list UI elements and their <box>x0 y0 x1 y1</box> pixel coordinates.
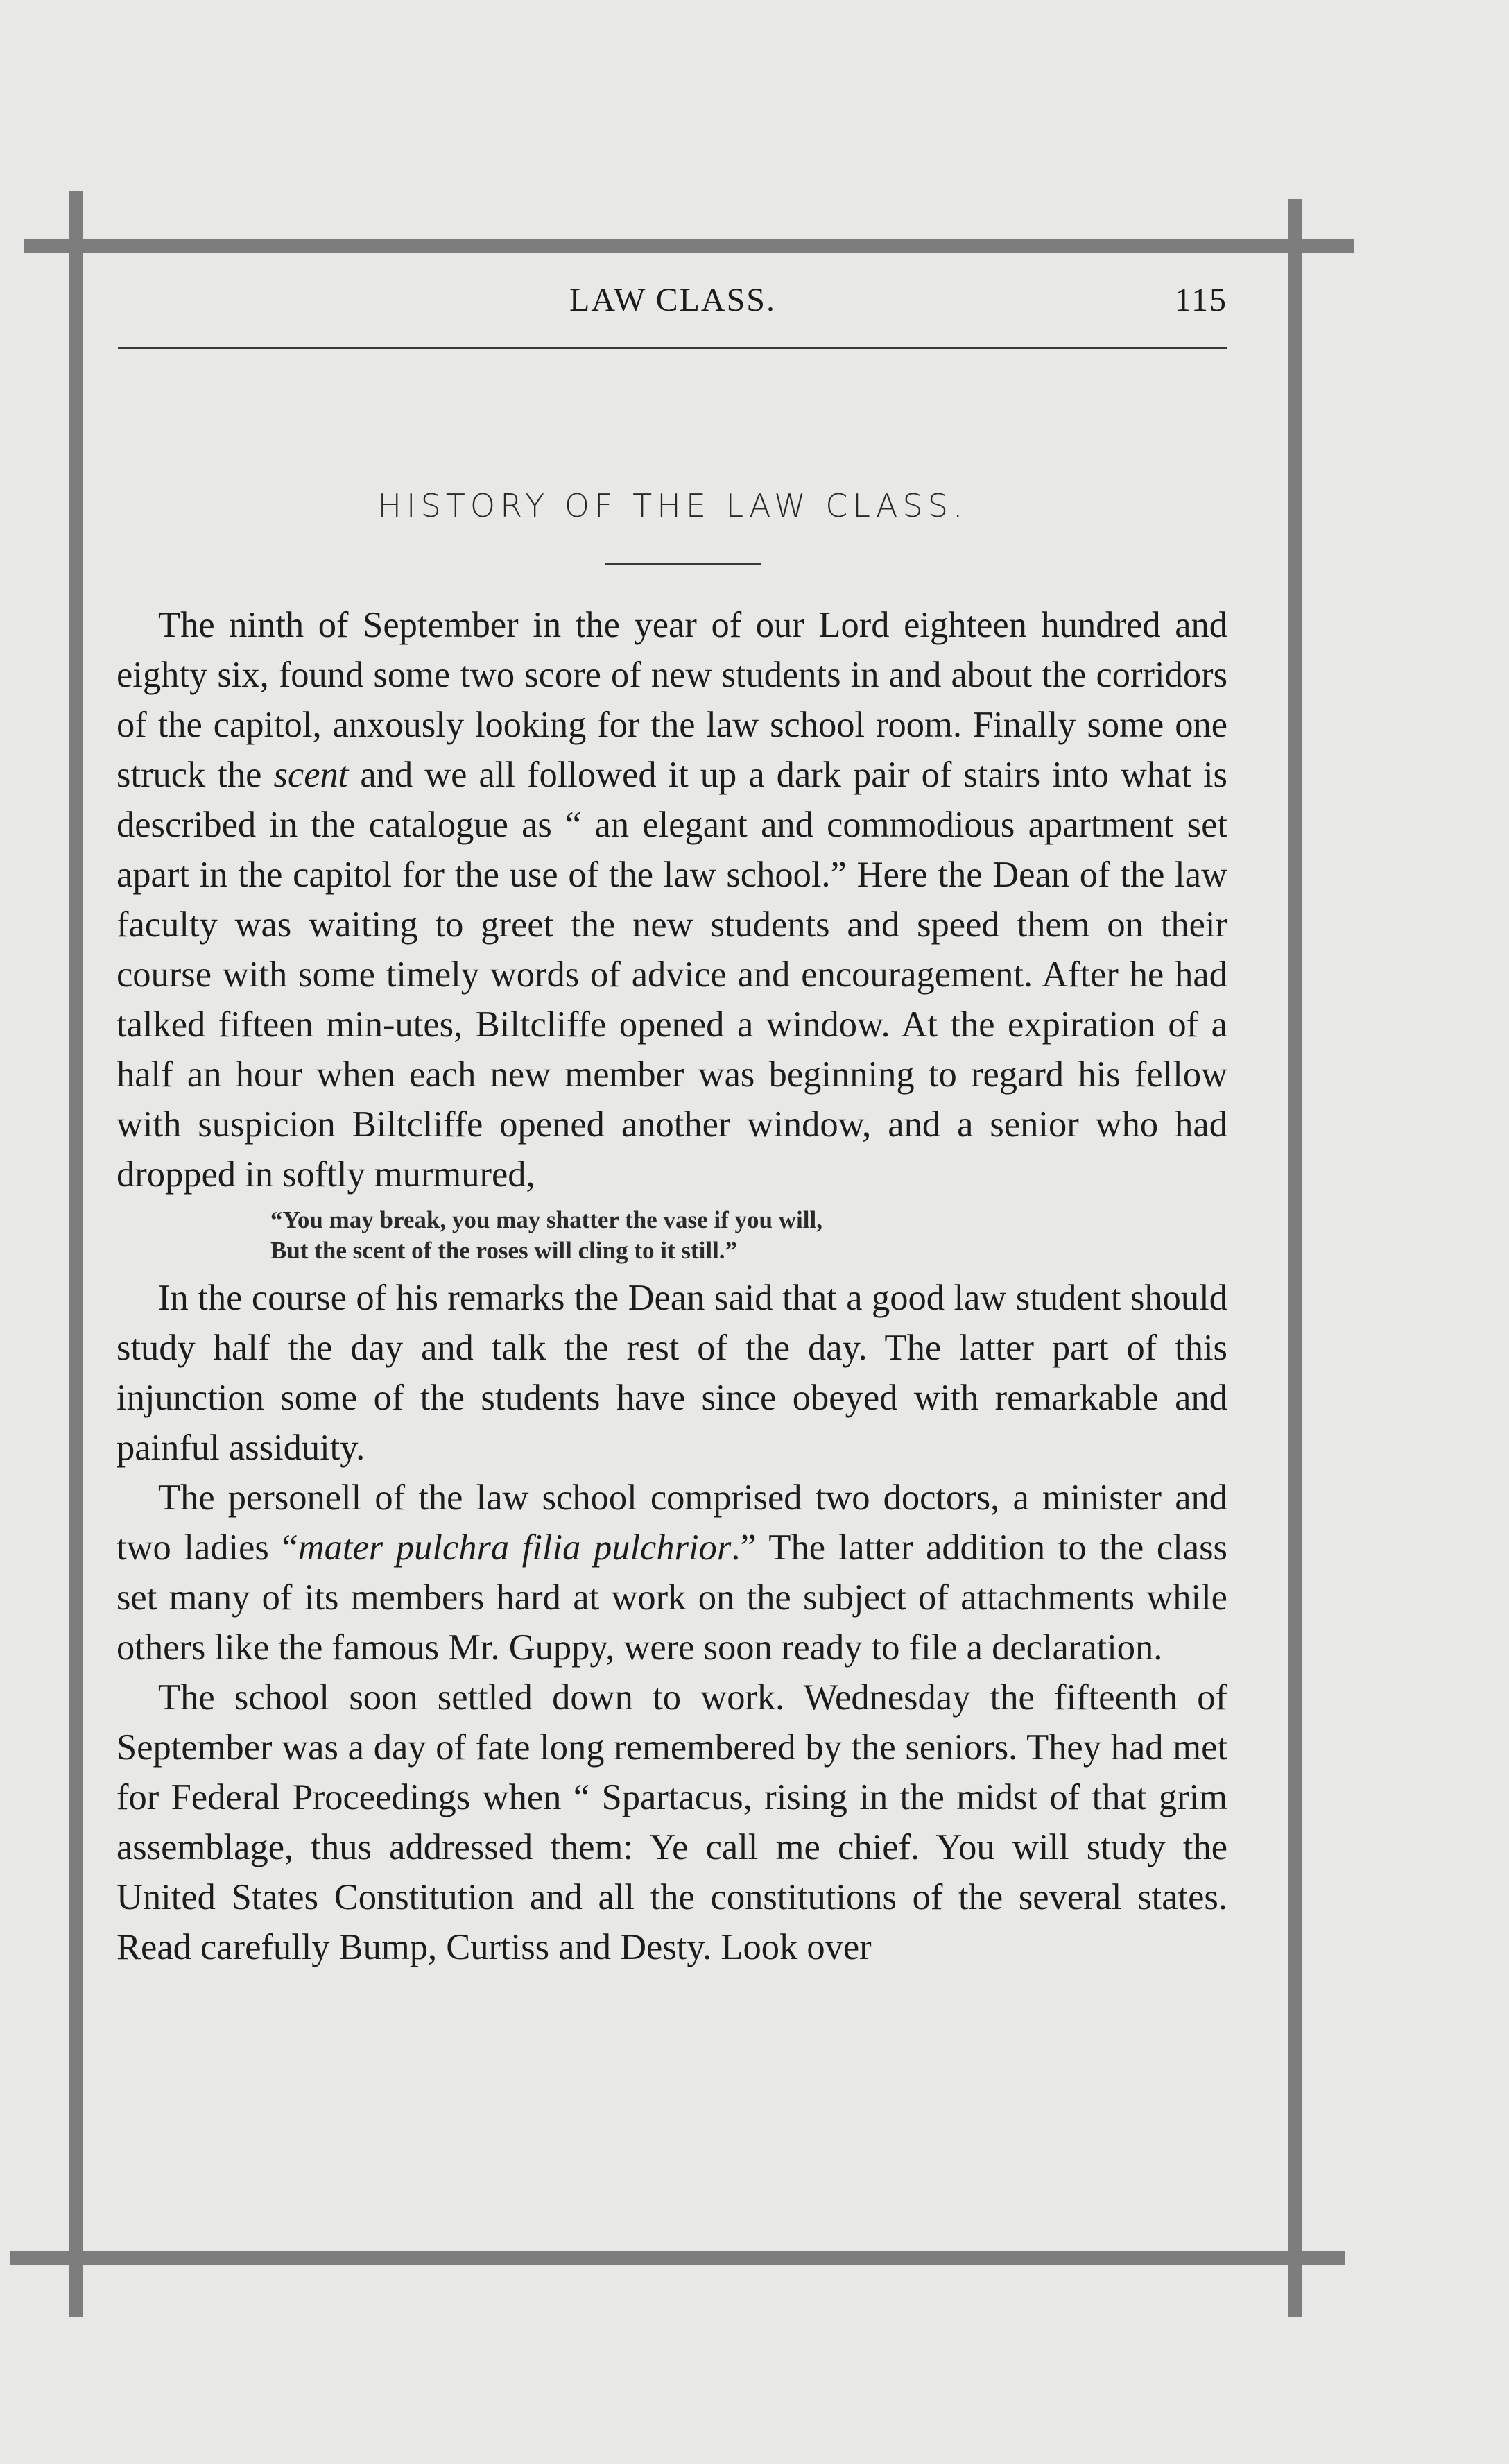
verse-line-2: But the scent of the roses will cling to it still.” <box>270 1237 738 1264</box>
body-text <box>117 600 1227 1972</box>
paragraph-1-text-a: The ninth of September in the year of our Lord eighteen hundred and eighty six, found some two score of new students in and about the corridors of the capitol, anxously looking for the law school room. Finally some one struck the <box>117 605 1227 795</box>
paragraph-1-text-b: and we all followed it up a dark pair of stairs into what is described in the catalogue as “ an elegant and commodious apartment set apart in the capitol for the use of the law school.” Here the Dean of the law faculty was waiting to greet the new students and speed them on their course with some timely words of advice and encouragement. After he had talked fifteen min-utes, Biltcliffe opened a window. At the expiration of a half an hour when each new member was beginning to regard his fellow with suspicion Biltcliffe opened another window, and a senior who had dropped in softly murmured, <box>117 755 1227 1195</box>
frame-bottom-rule <box>10 2251 1345 2265</box>
paragraph-3 <box>117 1473 1227 1672</box>
frame-left-rule <box>69 191 83 2317</box>
frame-right-rule <box>1288 199 1302 2317</box>
latin-quote: mater pulchra filia pulchrior <box>298 1528 732 1568</box>
verse-quote <box>270 1199 1227 1273</box>
scent-word: scent <box>273 755 349 795</box>
section-title: HISTORY OF THE LAW CLASS. <box>377 487 968 524</box>
verse-line-1: “You may break, you may shatter the vase if you will, <box>270 1206 822 1233</box>
frame-top-rule <box>24 239 1354 253</box>
paragraph-1 <box>117 600 1227 1199</box>
paragraph-3-text-b: .” The latter addition to the class set many of its members hard at work on the subject of attachments while others like the famous Mr. Guppy, were soon ready to file a declaration. <box>117 1528 1227 1668</box>
paragraph-4: The school soon settled down to work. Wednesday the fifteenth of September was a day of fate long remembered by the seniors. They had met for Federal Proceedings when “ Spartacus, rising in the midst of that grim assemblage, thus addressed them: Ye call me chief. You will study the United States Constitution and all the constitutions of the several states. Read carefully Bump, Curtiss and Desty. Look over <box>117 1677 1227 1967</box>
running-title: LAW CLASS. <box>569 282 776 318</box>
page-number: 115 <box>1174 282 1227 318</box>
paragraph-2: In the course of his remarks the Dean said that a good law student should study half the day and talk the rest of the day. The latter part of this injunction some of the students have since obeyed with remarkable and painful assiduity. <box>117 1278 1227 1468</box>
running-head <box>118 281 1227 330</box>
title-rule <box>605 563 761 565</box>
header-rule <box>118 347 1227 349</box>
paragraph-3-text-a: The personell of the law school comprised two doctors, a minister and two ladies “ <box>117 1478 1227 1568</box>
